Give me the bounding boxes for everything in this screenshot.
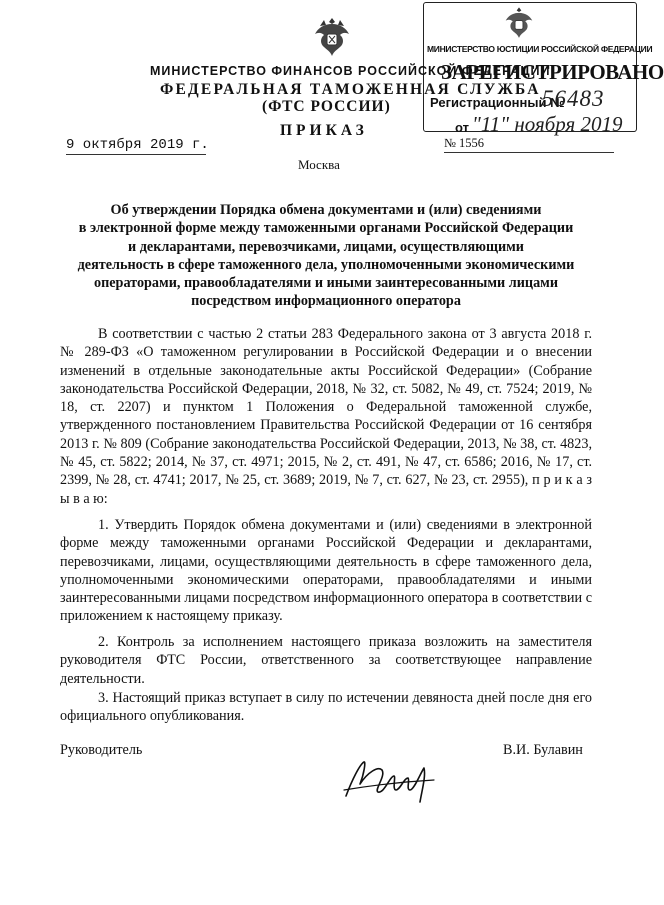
date-underline [66,154,206,155]
signatory-name: В.И. Булавин [503,742,583,758]
stamp-date-label: от [455,120,469,135]
document-type: ПРИКАЗ [280,122,368,139]
stamp-registered-label: ЗАРЕГИСТРИРОВАНО [441,60,664,84]
order-item-2: 2. Контроль за исполнением настоящего приказа возложить на заместителя руководителя ФТС России, ответственного за соответствующее направление деятельности. [60,634,592,687]
ministry-name: МИНИСТЕРСТВО ФИНАНСОВ РОССИЙСКОЙ ФЕДЕРАЦИИ [150,64,551,78]
title-line: посредством информационного оператора [191,293,461,310]
city: Москва [298,157,340,172]
stamp-registration-label: Регистрационный № [430,95,565,110]
stamp-registration-number: 56483 [542,86,605,111]
stamp-emblem-icon [503,5,535,41]
preamble-paragraph: В соответствии с частью 2 статьи 283 Федерального закона от 3 августа 2018 г. № 289-ФЗ «О таможенном регулировании в Российской Федерации и о внесении изменений в отдельные законодательные акты Российской Федерации» (Собрание законодательства Российской Федерации, 2018, № 32, ст. 5082, № 49, ст. 7524; 2019, № 18, ст. 2207) и пунктом 1 Положения о Федеральной таможенной службе, утвержденного постановлением Правительства Российской Федерации от 16 сентября 2013 г. № 809 (Собрание законодательства Российской Федерации, 2013, № 38, ст. 4823, № 45, ст. 5822; 2014, № 37, ст. 4971; 2015, № 2, ст. 491, № 47, ст. 6586; 2016, № 17, ст. 2399, № 28, ст. 4741; 2017, № 25, ст. 3689; 2019, № 7, ст. 627, № 23, ст. 2955), п р и к а з ы в а ю: [60,326,592,507]
title-line: и декларантами, перевозчиками, лицами, осуществляющими [128,238,524,255]
title-line: в электронной форме между таможенными органами Российской Федерации [78,220,574,237]
document-body [60,325,592,508]
stamp-ministry-name: МИНИСТЕРСТВО ЮСТИЦИИ РОССИЙСКОЙ ФЕДЕРАЦИИ [427,44,653,54]
order-date: 9 октября 2019 г. [66,137,209,153]
title-line: деятельность в сфере таможенного дела, уполномоченными экономическими [77,256,575,273]
document-title [60,201,592,311]
title-line: Об утверждении Порядка обмена документами и (или) сведениями [110,202,542,218]
order-number: № 1556 [444,136,485,150]
title-line: операторами, правообладателями и иными заинтересованными лицами [93,275,559,292]
handwritten-signature-icon [338,750,438,810]
number-underline [444,152,614,153]
order-item-3: 3. Настоящий приказ вступает в силу по истечении девяноста дней после дня его официального опубликования. [60,690,592,725]
stamp-date-value: "11" ноября 2019 [472,112,623,136]
service-name: ФЕДЕРАЛЬНАЯ ТАМОЖЕННАЯ СЛУЖБА [160,81,541,98]
signatory-role: Руководитель [60,742,143,758]
service-short-name: (ФТС РОССИИ) [262,98,391,115]
order-item-1: 1. Утвердить Порядок обмена документами и (или) сведениями в электронной форме между таможенными органами Российской Федерации и декларантами, перевозчиками, лицами, осуществляющими деятельность в сфере таможенного дела, уполномоченными экономическими операторами, правообладателями и иными заинтересованными лицами посредством информационного оператора в соответствии с приложением к настоящему приказу. [60,517,592,625]
coat-of-arms-emblem-icon [312,14,352,60]
